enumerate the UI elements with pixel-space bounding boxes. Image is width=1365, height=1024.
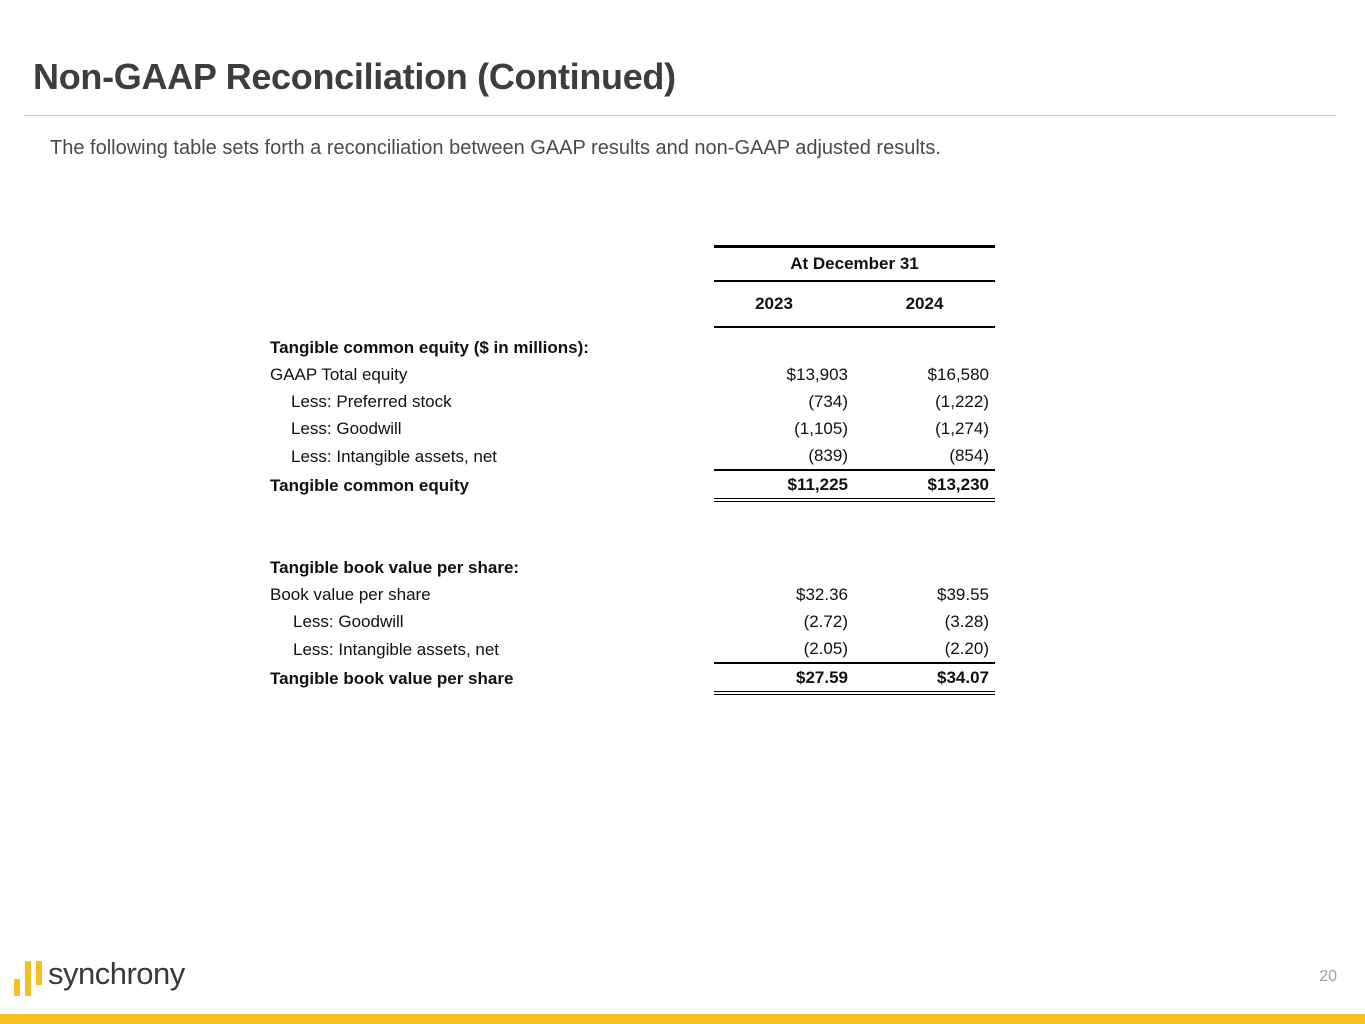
section-heading: Tangible book value per share:	[270, 558, 520, 577]
total-row	[264, 663, 995, 693]
section-heading-row	[264, 327, 995, 361]
row-label: Less: Intangible assets, net	[293, 639, 500, 659]
section-heading-row	[264, 554, 995, 581]
value-2023: (839)	[808, 446, 848, 465]
value-2024: (2.20)	[944, 639, 989, 658]
table-row	[264, 581, 995, 608]
total-label: Tangible common equity	[270, 475, 469, 495]
value-2023: $32.36	[796, 585, 848, 604]
table-row	[264, 388, 995, 415]
table-row	[264, 442, 995, 470]
total-value-2024: $13,230	[854, 470, 995, 500]
total-value-2024: $34.07	[854, 663, 995, 693]
total-row	[264, 470, 995, 500]
total-value-2023: $27.59	[714, 663, 854, 693]
total-value-2023: $11,225	[714, 470, 854, 500]
value-2024: (1,222)	[935, 392, 989, 411]
year-header-2023: 2023	[714, 281, 854, 327]
table-row	[264, 635, 995, 663]
logo-bars-icon	[14, 958, 44, 998]
year-header-2024: 2024	[854, 281, 995, 327]
value-2024: $16,580	[927, 365, 989, 384]
value-2023: (2.05)	[803, 639, 848, 658]
title-divider	[24, 115, 1336, 116]
page-title: Non-GAAP Reconciliation (Continued)	[33, 56, 676, 97]
logo-wordmark: synchrony	[48, 956, 185, 991]
value-2023: (2.72)	[803, 612, 848, 631]
row-label: GAAP Total equity	[270, 365, 408, 384]
column-group-header: At December 31	[714, 247, 995, 282]
footer-accent-bar	[0, 1014, 1365, 1024]
row-label: Less: Goodwill	[291, 419, 402, 438]
value-2023: (734)	[808, 392, 848, 411]
section-heading: Tangible common equity ($ in millions):	[270, 337, 589, 357]
value-2024: (1,274)	[935, 419, 989, 438]
total-label: Tangible book value per share	[270, 668, 514, 688]
synchrony-logo	[14, 958, 214, 998]
value-2024: (3.28)	[944, 612, 989, 631]
row-label: Book value per share	[270, 585, 431, 604]
reconciliation-table	[264, 245, 995, 695]
value-2023: $13,903	[786, 365, 848, 384]
page-number: 20	[1319, 968, 1337, 985]
table-row	[264, 608, 995, 635]
table-row	[264, 415, 995, 442]
page-subtitle: The following table sets forth a reconciliation between GAAP results and non-GAAP adjusted results.	[50, 137, 941, 159]
value-2024: $39.55	[937, 585, 989, 604]
row-label: Less: Intangible assets, net	[291, 446, 498, 466]
row-label: Less: Preferred stock	[291, 392, 452, 411]
table-row	[264, 361, 995, 388]
value-2023: (1,105)	[794, 419, 848, 438]
row-label: Less: Goodwill	[293, 612, 404, 631]
value-2024: (854)	[949, 446, 989, 465]
